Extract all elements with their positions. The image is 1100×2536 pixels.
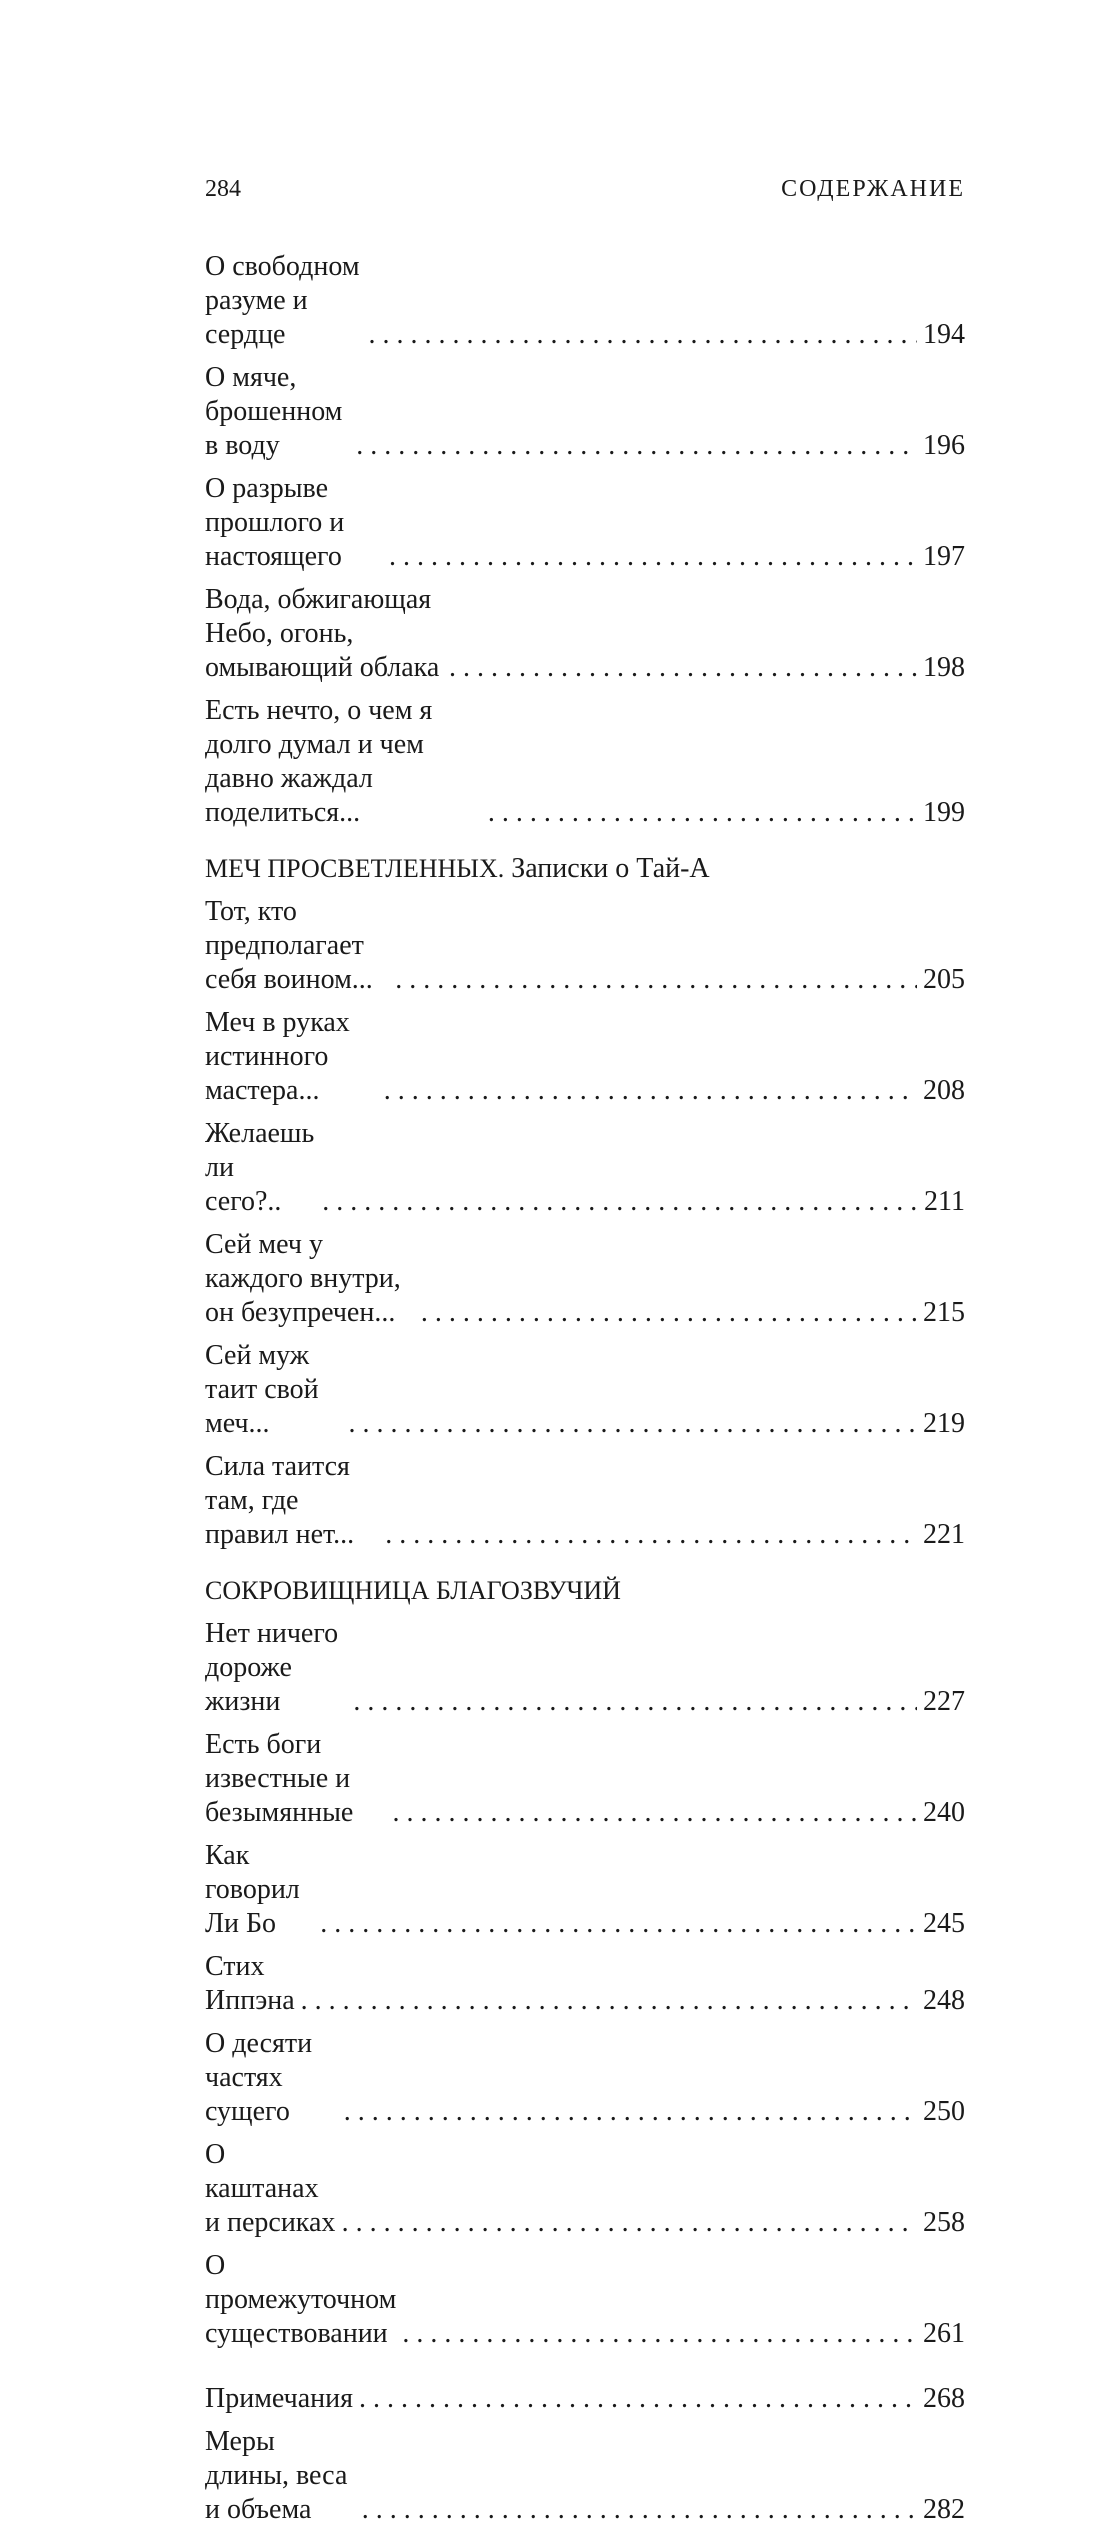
toc-entry-title: Тот, кто предполагает себя воином... bbox=[205, 896, 373, 995]
toc-entry[interactable] bbox=[205, 1617, 965, 1719]
toc-entry-title: Меч в руках истинного мастера... bbox=[205, 1007, 350, 1106]
toc-entry[interactable] bbox=[205, 694, 965, 830]
toc-entry[interactable] bbox=[205, 250, 965, 352]
toc-entry-title: О мяче, брошенном в воду bbox=[205, 362, 343, 461]
dot-leader bbox=[362, 2493, 917, 2527]
dot-leader bbox=[349, 1407, 917, 1441]
toc-entry-page: 208 bbox=[923, 1075, 965, 1106]
toc-entry-page: 250 bbox=[923, 2096, 965, 2127]
toc-entry-title: Нет ничего дороже жизни bbox=[205, 1618, 339, 1717]
toc-entry-page: 211 bbox=[924, 1186, 965, 1217]
dot-leader bbox=[322, 1185, 918, 1219]
toc-entry-page: 205 bbox=[923, 964, 965, 995]
toc-group-2 bbox=[205, 895, 965, 1552]
dot-leader bbox=[395, 963, 917, 997]
toc-entry-page: 196 bbox=[923, 430, 965, 461]
toc-entry[interactable] bbox=[205, 2138, 965, 2240]
section-heading-caps: МЕЧ ПРОСВЕТЛЕННЫХ. bbox=[205, 854, 505, 883]
toc-entry-title: О десяти частях сущего bbox=[205, 2028, 313, 2127]
toc-group-3 bbox=[205, 1617, 965, 2351]
page-number: 284 bbox=[205, 176, 241, 202]
toc-entry-title: Есть нечто, о чем я долго думал и чем давно жаждал поделиться... bbox=[205, 695, 433, 828]
toc-entry-title: Сей меч у каждого внутри, он безупречен... bbox=[205, 1229, 401, 1328]
section-heading-sub: Записки о Тай-А bbox=[511, 853, 710, 884]
dot-leader bbox=[392, 1796, 917, 1830]
section-heading bbox=[205, 852, 965, 886]
toc-entry-title: О разрыве прошлого и настоящего bbox=[205, 473, 345, 572]
dot-leader bbox=[342, 2206, 917, 2240]
toc-entry[interactable] bbox=[205, 1117, 965, 1219]
dot-leader bbox=[488, 796, 917, 830]
toc-group-1 bbox=[205, 250, 965, 830]
toc-entry[interactable] bbox=[205, 2382, 965, 2416]
dot-leader bbox=[344, 2095, 917, 2129]
toc-entry-title: Желаешь ли сего?.. bbox=[205, 1118, 315, 1217]
toc-entry[interactable] bbox=[205, 1339, 965, 1441]
toc-entry-page: 198 bbox=[923, 652, 965, 683]
toc-entry[interactable] bbox=[205, 361, 965, 463]
dot-leader bbox=[402, 2317, 917, 2351]
toc-entry-page: 219 bbox=[923, 1408, 965, 1439]
toc-entry[interactable] bbox=[205, 2249, 965, 2351]
toc-entry[interactable] bbox=[205, 1228, 965, 1330]
toc-entry[interactable] bbox=[205, 2027, 965, 2129]
toc-entry-title: Сила таится там, где правил нет... bbox=[205, 1451, 355, 1550]
dot-leader bbox=[385, 1518, 917, 1552]
toc-entry-page: 248 bbox=[923, 1985, 965, 2016]
dot-leader bbox=[353, 1685, 917, 1719]
toc-entry-page: 258 bbox=[923, 2207, 965, 2238]
toc-entry-title: Есть боги известные и безымянные bbox=[205, 1729, 354, 1828]
toc-entry-title: О свободном разуме и сердце bbox=[205, 251, 360, 350]
dot-leader bbox=[389, 540, 917, 574]
toc-entry[interactable] bbox=[205, 1950, 965, 2018]
running-head bbox=[205, 176, 965, 216]
toc-entry-page: 261 bbox=[923, 2318, 965, 2349]
toc-entry-title: Меры длины, веса и объема bbox=[205, 2426, 348, 2525]
toc-group-appendix bbox=[205, 2382, 965, 2527]
toc-entry[interactable] bbox=[205, 1839, 965, 1941]
toc-entry[interactable] bbox=[205, 2425, 965, 2527]
toc-entry-page: 194 bbox=[923, 319, 965, 350]
page-title: СОДЕРЖАНИЕ bbox=[781, 176, 965, 202]
toc-entry-page: 268 bbox=[923, 2383, 965, 2414]
dot-leader bbox=[368, 318, 917, 352]
toc-entry[interactable] bbox=[205, 472, 965, 574]
section-heading-caps: СОКРОВИЩНИЦА БЛАГОЗВУЧИЙ bbox=[205, 1576, 621, 1605]
toc-entry[interactable] bbox=[205, 1450, 965, 1552]
toc-entry-page: 199 bbox=[923, 797, 965, 828]
dot-leader bbox=[356, 429, 917, 463]
dot-leader bbox=[359, 2382, 917, 2416]
toc-entry-page: 221 bbox=[923, 1519, 965, 1550]
divider-space bbox=[205, 2360, 965, 2382]
dot-leader bbox=[301, 1984, 917, 2018]
toc-entry[interactable] bbox=[205, 895, 965, 997]
toc-entry-page: 215 bbox=[923, 1297, 965, 1328]
toc-entry-title: Как говорил Ли Бо bbox=[205, 1840, 300, 1939]
section-heading bbox=[205, 1574, 965, 1608]
dot-leader bbox=[384, 1074, 917, 1108]
toc-entry[interactable] bbox=[205, 1728, 965, 1830]
toc-entry-page: 282 bbox=[923, 2494, 965, 2525]
toc-page bbox=[205, 176, 965, 2536]
toc-entry-title: Примечания bbox=[205, 2383, 354, 2414]
dot-leader bbox=[449, 651, 917, 685]
toc-entry-title: Сей муж таит свой меч... bbox=[205, 1340, 319, 1439]
toc-entry-page: 240 bbox=[923, 1797, 965, 1828]
toc-entry[interactable] bbox=[205, 583, 965, 685]
toc-entry-page: 245 bbox=[923, 1908, 965, 1939]
toc-entry-title: Стих Иппэна bbox=[205, 1951, 295, 2016]
toc-entry-title: Вода, обжигающая Небо, огонь, омывающий облака bbox=[205, 584, 440, 683]
toc-entry[interactable] bbox=[205, 1006, 965, 1108]
dot-leader bbox=[320, 1907, 917, 1941]
toc-entry-title: О каштанах и персиках bbox=[205, 2139, 336, 2238]
toc-entry-title: О промежуточном существовании bbox=[205, 2250, 397, 2349]
dot-leader bbox=[421, 1296, 917, 1330]
toc-entry-page: 227 bbox=[923, 1686, 965, 1717]
toc-entry-page: 197 bbox=[923, 541, 965, 572]
